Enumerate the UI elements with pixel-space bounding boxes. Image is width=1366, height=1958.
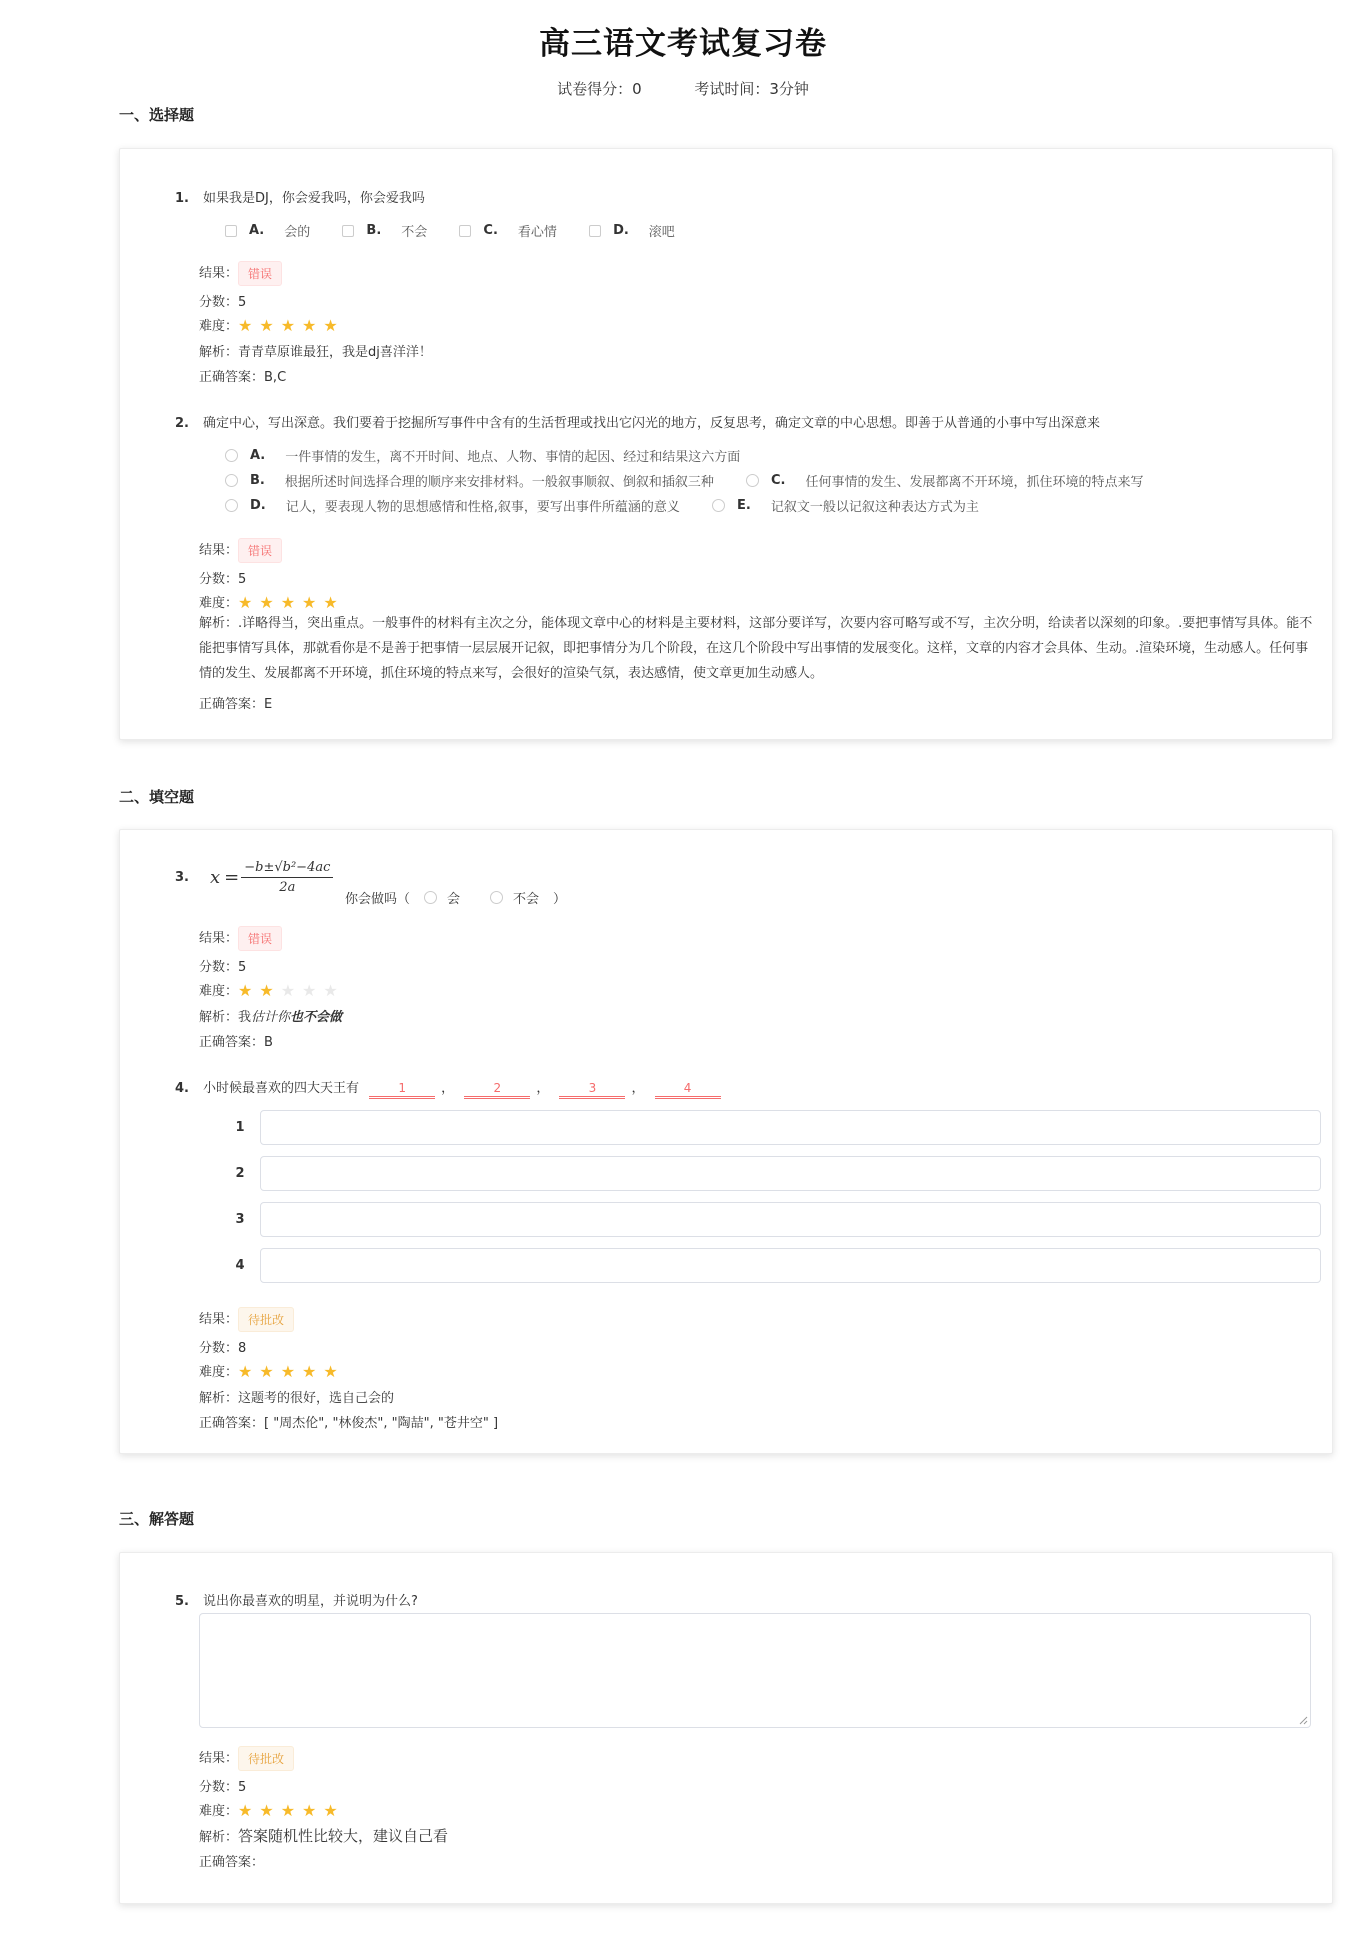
star-icon: ★ <box>259 593 274 612</box>
q5-result: 结果： 待批改 <box>199 1746 294 1771</box>
q2-result: 结果： 错误 <box>199 538 282 563</box>
q2-options-row-3 <box>225 496 1007 516</box>
q1-analysis: 解析：青青草原谁最狂，我是dj喜洋洋！ <box>199 345 432 360</box>
fill-input-4[interactable] <box>260 1248 1321 1283</box>
checkbox[interactable] <box>342 225 354 237</box>
fraction: $\frac{\text{−b±√b²−4ac}}{2a}$ <box>241 860 333 895</box>
star-icon: ★ <box>280 593 296 612</box>
status-badge: 错误 <box>238 261 282 286</box>
q4-result: 结果： 待批改 <box>199 1307 294 1332</box>
checkbox[interactable] <box>225 225 237 237</box>
question-text: 说出你最喜欢的明星，并说明为什么? <box>203 1594 418 1609</box>
star-icon: ★ <box>323 316 338 335</box>
answer-textarea[interactable] <box>199 1613 1311 1728</box>
fill-row-1: 1 <box>225 1110 1321 1145</box>
section-card-choice <box>119 148 1333 740</box>
section-card-fill <box>119 829 1333 1454</box>
star-icon: ★ <box>323 1362 338 1381</box>
radio[interactable] <box>225 474 238 487</box>
checkbox[interactable] <box>459 225 471 237</box>
exam-score: 试卷得分：0 <box>557 80 642 98</box>
fill-input-1[interactable] <box>260 1110 1321 1145</box>
q1-answer: 正确答案：B,C <box>199 370 287 385</box>
star-icon: ★ <box>302 1362 317 1381</box>
q3-answer: 正确答案：B <box>199 1035 273 1050</box>
q4-answer: 正确答案：[ "周杰伦", "林俊杰", "陶喆", "苍井空" ] <box>199 1416 499 1431</box>
q2-option-e[interactable]: E. 记叙文一般以记叙这种表达方式为主 <box>712 496 979 515</box>
q2-option-a[interactable]: A. 一件事情的发生，离不开时间、地点、人物、事情的起因、经过和结果这六方面 <box>225 446 740 465</box>
star-icon: ★ <box>302 593 317 612</box>
star-icon: ★ <box>280 316 296 335</box>
status-badge: 错误 <box>238 926 282 951</box>
q1-option-c[interactable]: C. 看心情 <box>459 221 557 240</box>
exam-meta <box>0 78 1366 99</box>
star-icon: ★ <box>302 1801 317 1820</box>
star-icon: ★ <box>280 1801 296 1820</box>
star-icon: ★ <box>280 981 296 1000</box>
q1-options <box>225 221 703 241</box>
status-badge: 待批改 <box>238 1746 294 1771</box>
q3-radio-yes[interactable] <box>424 891 437 904</box>
question-text: 如果我是DJ，你会爱我吗，你会爱我吗 <box>203 191 425 206</box>
section-title-essay: 三、解答题 <box>119 1510 195 1528</box>
star-icon: ★ <box>238 1801 253 1820</box>
q1-option-a[interactable]: A. 会的 <box>225 221 310 240</box>
radio[interactable] <box>712 499 725 512</box>
question-2 <box>175 412 1100 431</box>
q1-option-d[interactable]: D. 滚吧 <box>589 221 675 240</box>
q4-analysis: 解析：这题考的很好，选自己会的 <box>199 1391 395 1406</box>
question-text: 小时候最喜欢的四大天王有 <box>203 1081 360 1096</box>
q2-option-d[interactable]: D. 记人，要表现人物的思想感情和性格,叙事，要写出事件所蕴涵的意义 <box>225 496 680 515</box>
q3-analysis: 解析：我估计你也不会做 <box>199 1010 343 1025</box>
fill-input-3[interactable] <box>260 1202 1321 1237</box>
q2-options-row-1 <box>225 446 768 466</box>
star-icon: ★ <box>323 593 338 612</box>
difficulty-stars <box>238 318 345 335</box>
question-number: 3. <box>175 870 189 885</box>
q1-score: 分数：5 <box>199 295 247 310</box>
status-badge: 待批改 <box>238 1307 294 1332</box>
q1-option-b[interactable]: B. 不会 <box>342 221 427 240</box>
star-icon: ★ <box>302 316 317 335</box>
question-3 <box>175 870 203 885</box>
star-icon: ★ <box>238 593 253 612</box>
q5-difficulty: 难度：★ ★ ★ ★ ★ <box>199 1800 345 1820</box>
star-icon: ★ <box>259 1362 274 1381</box>
question-number: 2. <box>175 416 189 431</box>
status-badge: 错误 <box>238 538 282 563</box>
star-icon: ★ <box>259 316 274 335</box>
star-icon: ★ <box>302 981 317 1000</box>
star-icon: ★ <box>323 1801 338 1820</box>
question-1 <box>175 187 425 206</box>
fill-input-2[interactable] <box>260 1156 1321 1191</box>
section-title-choice: 一、选择题 <box>119 106 195 124</box>
q1-result: 结果： 错误 <box>199 261 282 286</box>
blank-2: 2 <box>464 1080 530 1099</box>
fill-row-2: 2 <box>225 1156 1321 1191</box>
q3-inline-question: 你会做吗（ 会 不会 ） <box>345 892 567 907</box>
q5-answer: 正确答案： <box>199 1855 265 1870</box>
star-icon: ★ <box>259 1801 274 1820</box>
blank-4: 4 <box>655 1080 721 1099</box>
section-title-fill: 二、填空题 <box>119 788 195 806</box>
question-text: 确定中心，写出深意。我们要着于挖掘所写事件中含有的生活哲理或找出它闪光的地方，反复思考，确定文章的中心思想。即善于从普通的小事中写出深意来 <box>203 416 1101 431</box>
q5-score: 分数：5 <box>199 1780 247 1795</box>
q2-option-b[interactable]: B. 根据所述时间选择合理的顺序来安排材料。一般叙事顺叙、倒叙和插叙三种 <box>225 471 714 490</box>
q2-difficulty: 难度：★ ★ ★ ★ ★ <box>199 592 345 612</box>
radio[interactable] <box>225 499 238 512</box>
difficulty-stars <box>238 1364 345 1381</box>
radio[interactable] <box>225 449 238 462</box>
q2-analysis: 解析：.详略得当，突出重点。一般事件的材料有主次之分，能体现文章中心的材料是主要材料，这部分要详写，次要内容可略写或不写，主次分明，给读者以深刻的印象。.要把事情写具体。能不能把事情写具体，那就看你是不是善于把事情一层层展开记叙，即把事情分为几个阶段，在这几个阶段中写出事情的发展变化。这样，文章的内容才会具体、生动。.渲染环境，生动感人。任何事情的发生、发展都离不开环境，抓住环境的特点来写，会很好的渲染气氛，表达感情，使文章更加生动感人。 <box>199 616 1313 681</box>
q5-analysis: 解析：答案随机性比较大，建议自己看 <box>199 1827 449 1845</box>
q2-options-row-2 <box>225 471 1172 491</box>
question-5 <box>175 1590 418 1609</box>
q1-difficulty: 难度：★ ★ ★ ★ ★ <box>199 315 345 335</box>
star-icon: ★ <box>238 1362 253 1381</box>
question-number: 4. <box>175 1081 189 1096</box>
question-number: 5. <box>175 1594 189 1609</box>
fill-row-3: 3 <box>225 1202 1321 1237</box>
blank-1: 1 <box>369 1080 435 1099</box>
q3-result: 结果： 错误 <box>199 926 282 951</box>
star-icon: ★ <box>259 981 274 1000</box>
checkbox[interactable] <box>589 225 601 237</box>
radio[interactable] <box>746 474 759 487</box>
q2-answer: 正确答案：E <box>199 697 273 712</box>
question-4: 4. 小时候最喜欢的四大天王有 1 ， 2 ， 3 ， 4 <box>175 1077 727 1099</box>
q4-score: 分数：8 <box>199 1341 247 1356</box>
difficulty-stars <box>238 983 345 1000</box>
resize-handle-icon[interactable] <box>1299 1716 1308 1725</box>
q3-radio-no[interactable] <box>490 891 503 904</box>
fill-row-4: 4 <box>225 1248 1321 1283</box>
math-formula: x = $\frac{\text{−b±√b²−4ac}}{2a}$ <box>210 860 333 895</box>
exam-time: 考试时间：3分钟 <box>694 80 809 98</box>
q2-score: 分数：5 <box>199 572 247 587</box>
difficulty-stars <box>238 595 345 612</box>
blank-3: 3 <box>559 1080 625 1099</box>
q2-option-c[interactable]: C. 任何事情的发生、发展都离不开环境，抓住环境的特点来写 <box>746 471 1144 490</box>
q4-difficulty: 难度：★ ★ ★ ★ ★ <box>199 1361 345 1381</box>
star-icon: ★ <box>238 316 253 335</box>
star-icon: ★ <box>280 1362 296 1381</box>
star-icon: ★ <box>238 981 253 1000</box>
q3-score: 分数：5 <box>199 960 247 975</box>
difficulty-stars <box>238 1803 345 1820</box>
q3-difficulty: 难度：★ ★ ★ ★ ★ <box>199 980 345 1000</box>
star-icon: ★ <box>323 981 338 1000</box>
question-number: 1. <box>175 191 189 206</box>
section-card-essay <box>119 1552 1333 1904</box>
exam-title: 高三语文考试复习卷 <box>539 26 827 62</box>
